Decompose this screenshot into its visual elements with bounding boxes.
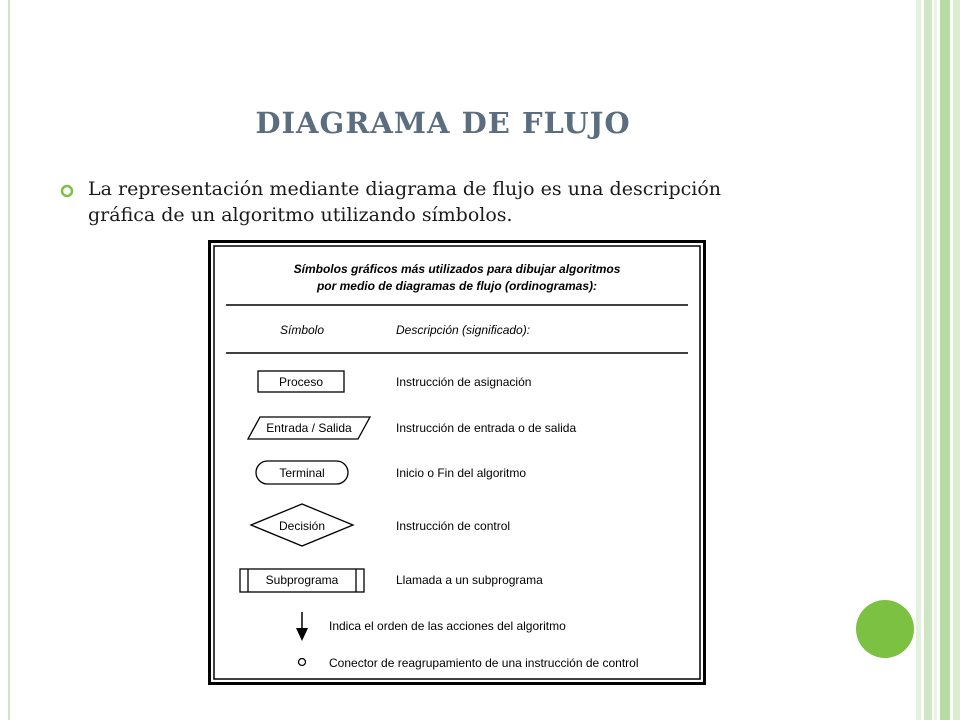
bullet-text-line-1: La representación mediante diagrama de flujo es una descripción bbox=[88, 178, 722, 200]
terminal-description: Inicio o Fin del algoritmo bbox=[396, 466, 527, 480]
process-description: Instrucción de asignación bbox=[396, 375, 532, 389]
bullet-text-line-2: gráfica de un algoritmo utilizando símbolos. bbox=[88, 204, 513, 226]
process-symbol-label: Proceso bbox=[278, 375, 324, 389]
connector-description: Conector de reagrupamiento de una instrucción de control bbox=[329, 656, 639, 670]
input-output-symbol-label: Entrada / Salida bbox=[266, 421, 352, 435]
figure-heading-line-2: por medio de diagramas de flujo (ordinogramas): bbox=[316, 279, 598, 293]
input-output-description: Instrucción de entrada o de salida bbox=[396, 421, 577, 435]
column-header-description: Descripción (significado): bbox=[396, 323, 531, 337]
bullet-text bbox=[88, 176, 828, 228]
flow-arrow-description: Indica el orden de las acciones del algoritmo bbox=[329, 619, 566, 633]
flowchart-symbols-figure bbox=[208, 240, 706, 685]
subprogram-symbol-label: Subprograma bbox=[265, 573, 339, 587]
bullet-circle-icon bbox=[60, 184, 74, 198]
figure-outer-border bbox=[210, 242, 705, 684]
subprogram-description: Llamada a un subprograma bbox=[396, 573, 543, 587]
right-decorative-stripes bbox=[916, 0, 960, 720]
green-circle-decoration bbox=[856, 600, 914, 658]
decision-description: Instrucción de control bbox=[396, 519, 511, 533]
figure-heading-line-1: Símbolos gráficos más utilizados para dibujar algoritmos bbox=[293, 262, 621, 276]
terminal-symbol-label: Terminal bbox=[279, 466, 325, 480]
decision-symbol-label: Decisión bbox=[278, 519, 326, 533]
column-header-symbol: Símbolo bbox=[280, 323, 325, 337]
slide-title: DIAGRAMA DE FLUJO bbox=[255, 106, 631, 140]
